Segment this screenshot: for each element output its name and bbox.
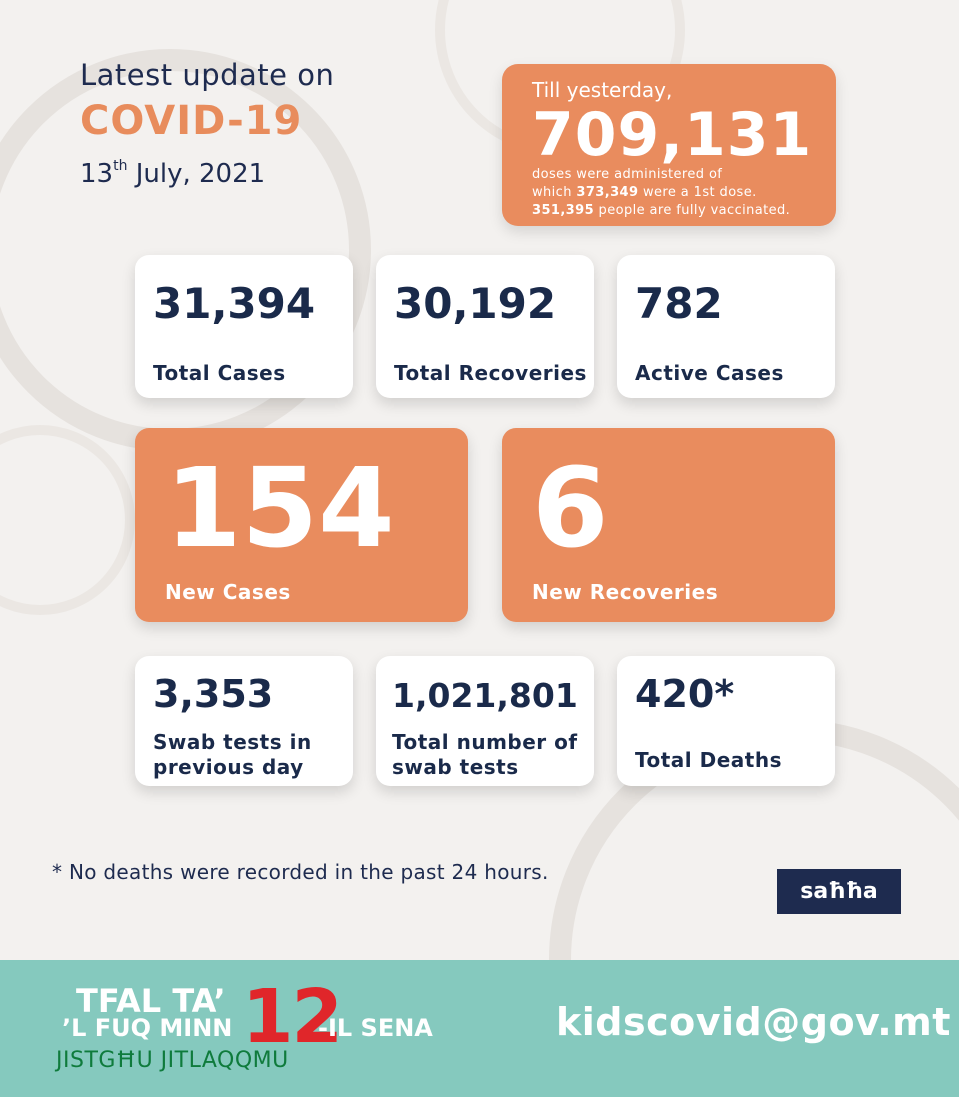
- active-cases-value: 782: [635, 279, 723, 328]
- sahha-logo: saħħa: [777, 869, 901, 914]
- active-cases-card: [617, 255, 835, 398]
- banner-age-suffix: -IL SENA: [318, 1014, 433, 1042]
- heading-latest-update: Latest update on: [80, 58, 335, 92]
- new-recoveries-label: New Recoveries: [532, 580, 719, 604]
- banner-line3: JISTGĦU JITLAQQMU: [56, 1048, 289, 1073]
- new-recoveries-value: 6: [532, 444, 609, 572]
- total-deaths-card: [617, 656, 835, 786]
- swab-tests-previous-day-value: 3,353: [153, 672, 274, 716]
- contact-email-link[interactable]: kidscovid@gov.mt: [556, 1000, 951, 1044]
- total-swab-tests-label: Total number of swab tests: [392, 730, 578, 779]
- total-recoveries-card: [376, 255, 594, 398]
- total-cases-value: 31,394: [153, 279, 316, 328]
- vaccination-lead-text: Till yesterday,: [532, 78, 673, 102]
- total-recoveries-value: 30,192: [394, 279, 557, 328]
- doses-administered-value: 709,131: [532, 100, 813, 170]
- swab-tests-previous-day-label: Swab tests in previous day: [153, 730, 312, 779]
- vaccination-summary-card: [502, 64, 836, 226]
- total-cases-label: Total Cases: [153, 361, 286, 385]
- total-deaths-value: 420*: [635, 672, 735, 716]
- total-deaths-label: Total Deaths: [635, 748, 782, 772]
- banner-line2: ’L FUQ MINN: [62, 1014, 233, 1042]
- total-cases-card: [135, 255, 353, 398]
- report-date: 13th July, 2021: [80, 158, 266, 189]
- total-recoveries-label: Total Recoveries: [394, 361, 587, 385]
- banner-age-number: 12: [242, 974, 341, 1060]
- kids-vaccination-banner: [0, 960, 959, 1097]
- new-cases-value: 154: [165, 444, 395, 572]
- swab-tests-previous-day-card: [135, 656, 353, 786]
- active-cases-label: Active Cases: [635, 361, 784, 385]
- deaths-footnote: * No deaths were recorded in the past 24 hours.: [52, 860, 549, 884]
- heading-covid19: COVID-19: [80, 98, 303, 144]
- new-recoveries-card: [502, 428, 835, 622]
- banner-line1: TFAL TA’: [76, 982, 226, 1020]
- total-swab-tests-card: [376, 656, 594, 786]
- new-cases-card: [135, 428, 468, 622]
- new-cases-label: New Cases: [165, 580, 291, 604]
- total-swab-tests-value: 1,021,801: [392, 676, 578, 715]
- vaccination-details: doses were administered of which 373,349 were a 1st dose. 351,395 people are fully vaccinated.: [532, 167, 791, 218]
